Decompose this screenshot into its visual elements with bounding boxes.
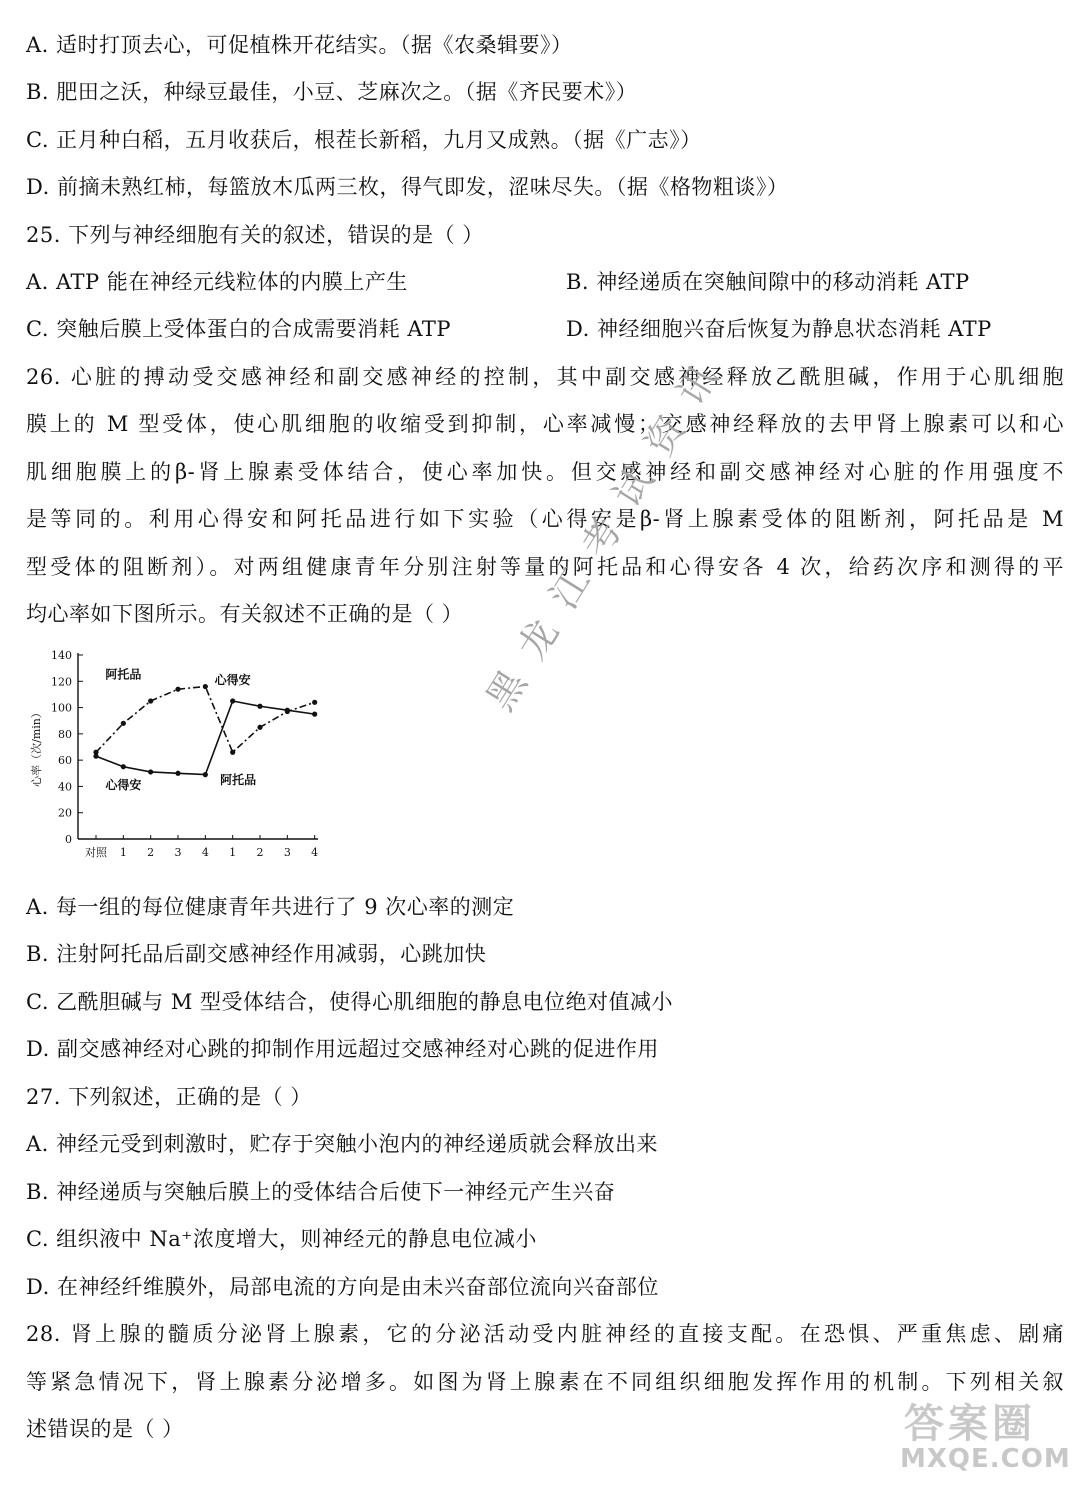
q25-option-b: B. 神经递质在突触间隙中的移动消耗 ATP	[566, 270, 970, 294]
q26-stem-line-5: 型受体的阻断剂）。对两组健康青年分别注射等量的阿托品和心得安各 4 次，给药次序和测得的平	[26, 555, 1064, 579]
q27-option-a: A. 神经元受到刺激时，贮存于突触小泡内的神经递质就会释放出来	[26, 1132, 659, 1156]
logo-text-line2: MXQE.COM	[900, 1444, 1071, 1474]
y-tick-label: 40	[58, 780, 72, 794]
q28-stem-line-1: 28. 肾上腺的髓质分泌肾上腺素，它的分泌活动受内脏神经的直接支配。在恐惧、严重焦虑、剧痛	[26, 1322, 1064, 1346]
x-tick-label: 2	[147, 846, 155, 859]
q26-stem-line-6: 均心率如下图所示。有关叙述不正确的是（ ）	[26, 602, 464, 626]
series-annotation: 心得安	[214, 672, 251, 687]
chart-lines	[93, 684, 317, 777]
y-tick-label: 20	[58, 806, 72, 820]
x-tick-label: 2	[256, 846, 264, 859]
data-point-group1	[312, 712, 317, 717]
x-tick-label: 3	[283, 846, 291, 859]
series-annotation: 阿托品	[220, 772, 257, 787]
x-tick-label: 3	[174, 846, 182, 859]
q24-option-a: A. 适时打顶去心，可促植株开花结实。（据《农桑辑要》）	[26, 33, 573, 57]
x-tick-label: 对照	[85, 846, 107, 859]
y-tick-label: 100	[51, 701, 72, 715]
data-point-group2	[257, 725, 262, 730]
data-point-group2	[312, 700, 317, 705]
q25-option-c: C. 突触后膜上受体蛋白的合成需要消耗 ATP	[26, 317, 451, 341]
q25-stem: 25. 下列与神经细胞有关的叙述，错误的是（ ）	[26, 223, 484, 247]
q27-option-c: C. 组织液中 Na⁺浓度增大，则神经元的静息电位减小	[26, 1227, 537, 1251]
data-point-group2	[203, 684, 208, 689]
data-point-group2	[148, 698, 153, 703]
series-line-group1	[96, 701, 315, 775]
y-tick-label: 0	[65, 833, 72, 846]
q24-option-b: B. 肥田之沃，种绿豆最佳，小豆、芝麻次之。（据《齐民要术》）	[26, 80, 638, 104]
data-point-group1	[230, 698, 235, 703]
q27-option-d: D. 在神经纤维膜外，局部电流的方向是由未兴奋部位流向兴奋部位	[26, 1275, 659, 1299]
q25-option-a: A. ATP 能在神经元线粒体的内膜上产生	[26, 270, 408, 294]
site-logo	[900, 1392, 1078, 1482]
heart-rate-chart	[26, 645, 336, 867]
x-tick-label: 4	[201, 846, 209, 859]
y-tick-label: 140	[51, 649, 72, 662]
q27-stem: 27. 下列叙述，正确的是（ ）	[26, 1085, 312, 1109]
q26-option-a: A. 每一组的每位健康青年共进行了 9 次心率的测定	[26, 895, 515, 919]
series-annotation: 心得安	[105, 778, 142, 793]
y-tick-label: 80	[58, 727, 72, 741]
data-point-group1	[203, 772, 208, 777]
x-tick-label: 4	[311, 846, 319, 859]
chart-ticks	[29, 649, 318, 859]
q26-option-d: D. 副交感神经对心跳的抑制作用远超过交感神经对心跳的促进作用	[26, 1037, 659, 1061]
q26-stem-line-2: 膜上的 M 型受体，使心肌细胞的收缩受到抑制，心率减慢；交感神经释放的去甲肾上腺素可以和心	[26, 412, 1064, 436]
data-point-group2	[230, 750, 235, 755]
y-axis-label: 心率（次/min）	[30, 707, 43, 787]
data-point-group2	[93, 750, 98, 755]
data-point-group2	[121, 721, 126, 726]
series-annotation: 阿托品	[105, 667, 142, 682]
q25-option-d: D. 神经细胞兴奋后恢复为静息状态消耗 ATP	[566, 317, 992, 341]
data-point-group1	[175, 771, 180, 776]
q26-stem-line-1: 26. 心脏的搏动受交感神经和副交感神经的控制，其中副交感神经释放乙酰胆碱，作用于心肌细胞	[26, 365, 1064, 389]
q27-option-b: B. 神经递质与突触后膜上的受体结合后使下一神经元产生兴奋	[26, 1180, 616, 1204]
q24-option-d: D. 前摘未熟红柿，每篮放木瓜两三枚，得气即发，涩味尽失。（据《格物粗谈》）	[26, 175, 789, 199]
watermark-text: 黑龙江考试资讯	[477, 338, 738, 719]
logo-text-line1: 答案圈	[904, 1401, 1036, 1447]
q28-stem-line-3: 述错误的是（ ）	[26, 1417, 184, 1441]
data-point-group2	[175, 687, 180, 692]
q26-option-b: B. 注射阿托品后副交感神经作用减弱，心跳加快	[26, 942, 487, 966]
data-point-group1	[121, 764, 126, 769]
q26-option-c: C. 乙酰胆碱与 M 型受体结合，使得心肌细胞的静息电位绝对值减小	[26, 990, 674, 1014]
data-point-group2	[285, 709, 290, 714]
q26-stem-line-4: 是等同的。利用心得安和阿托品进行如下实验（心得安是β-肾上腺素受体的阻断剂，阿托品是 M	[26, 507, 1064, 531]
q24-option-c: C. 正月种白稻，五月收获后，根茬长新稻，九月又成熟。（据《广志》）	[26, 128, 702, 152]
data-point-group1	[257, 704, 262, 709]
q26-stem-line-3: 肌细胞膜上的β-肾上腺素受体结合，使心率加快。但交感神经和副交感神经对心脏的作用强度不	[26, 460, 1064, 484]
series-line-group2	[96, 687, 315, 753]
y-tick-label: 120	[51, 675, 72, 689]
x-tick-label: 1	[119, 846, 127, 859]
x-tick-label: 1	[229, 846, 237, 859]
y-tick-label: 60	[58, 754, 72, 768]
data-point-group1	[148, 769, 153, 774]
q28-stem-line-2: 等紧急情况下，肾上腺素分泌增多。如图为肾上腺素在不同组织细胞发挥作用的机制。下列相关叙	[26, 1370, 1064, 1394]
